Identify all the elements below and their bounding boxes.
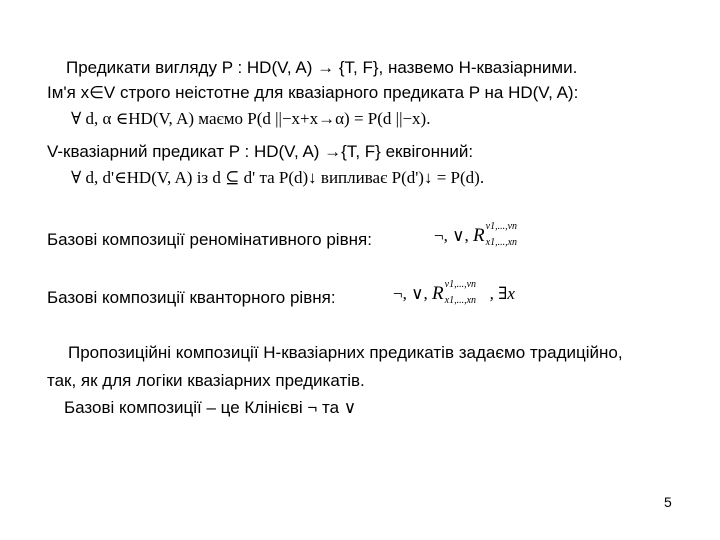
formula-line-3: ∀ d, α ∈HD(V, A) маємо P(d ||−x+x→α) = P(d ||−x).	[71, 109, 431, 128]
quantifier-indices	[444, 281, 490, 309]
renominative-label: Базові композиції реномінативного рівня:	[47, 230, 372, 249]
quantifier-label: Базові композиції кванторного рівня:	[47, 288, 336, 307]
formula-line-5: ∀ d, d'∈HD(V, A) із d ⊆ d' та P(d)↓ випливає P(d')↓ = P(d).	[71, 168, 485, 187]
composition-line-2: так, як для логіки квазіарних предикатів.	[47, 371, 365, 390]
composition-line-3: Базові композиції – це Клінієві ¬ та ∨	[64, 398, 357, 417]
definition-line-2: Ім'я x∈V строго неістотне для квазіарного предиката P на HD(V, A):	[47, 83, 579, 102]
renominative-sub: x1,...,xn	[485, 237, 518, 248]
definition-line-4: V-квазіарний предикат P : HD(V, A) →{T, F} еквігонний:	[47, 142, 474, 161]
quantifier-sub: x1,...,xn	[444, 295, 477, 306]
renominative-formula	[434, 223, 537, 251]
quantifier-formula	[393, 281, 515, 309]
quantifier-sup: v1,...,vn	[444, 279, 477, 290]
quantifier-tail: , ∃x	[489, 283, 515, 303]
page-number: 5	[664, 494, 672, 510]
renominative-ops: ¬, ∨,	[434, 225, 469, 245]
renominative-indices	[485, 223, 537, 251]
quantifier-ops: ¬, ∨,	[393, 283, 428, 303]
quantifier-R: R	[432, 282, 444, 304]
renominative-R: R	[473, 224, 485, 246]
renominative-sup: v1,...,vn	[485, 221, 518, 232]
definition-line-1: Предикати вигляду P : HD(V, A) → {T, F}, назвемо H-квазіарними.	[66, 58, 578, 77]
composition-line-1: Пропозиційні композиції H-квазіарних предикатів задаємо традиційно,	[68, 343, 623, 362]
